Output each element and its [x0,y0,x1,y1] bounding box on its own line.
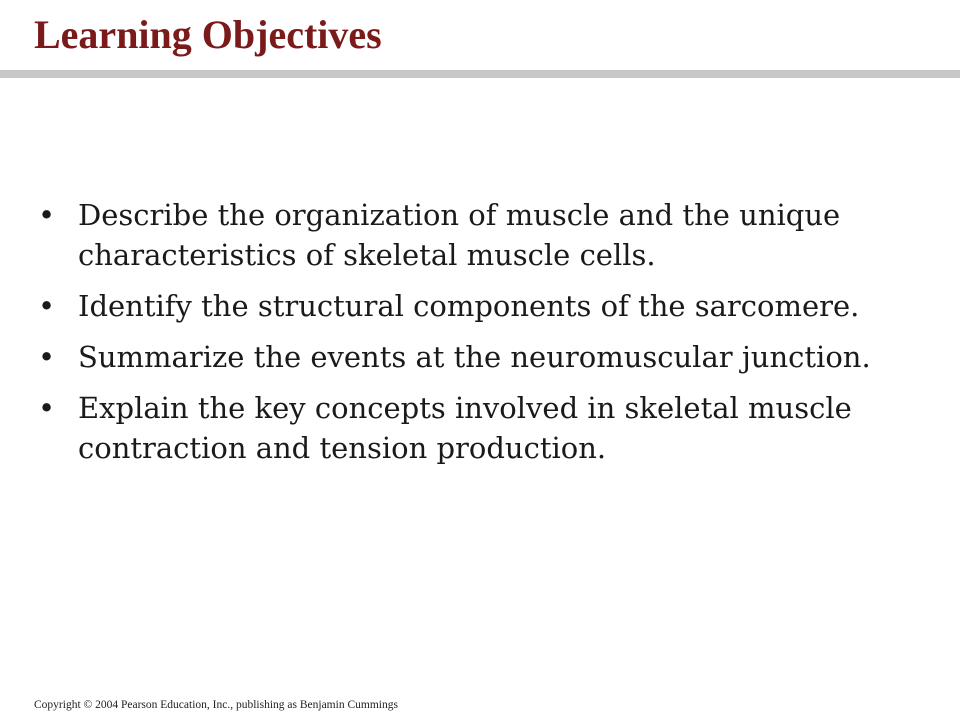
objective-text: Identify the structural components of the sarcomere. [78,289,860,323]
objective-text: Describe the organization of muscle and the unique characteristics of skeletal muscle cells. [78,198,841,272]
objective-text: Explain the key concepts involved in skeletal muscle contraction and tension production. [78,391,852,465]
objective-item [38,195,918,275]
slide-title: Learning Objectives [34,12,382,57]
bullet-icon: • [38,289,56,323]
objectives-list [38,195,918,479]
objective-item [38,337,918,377]
objective-item [38,286,918,326]
bullet-icon: • [38,198,56,232]
copyright-footer: Copyright © 2004 Pearson Education, Inc., publishing as Benjamin Cummings [34,699,398,711]
objective-item [38,388,918,468]
bullet-icon: • [38,391,56,425]
title-divider [0,70,960,78]
objective-text: Summarize the events at the neuromuscular junction. [78,340,871,374]
bullet-icon: • [38,340,56,374]
